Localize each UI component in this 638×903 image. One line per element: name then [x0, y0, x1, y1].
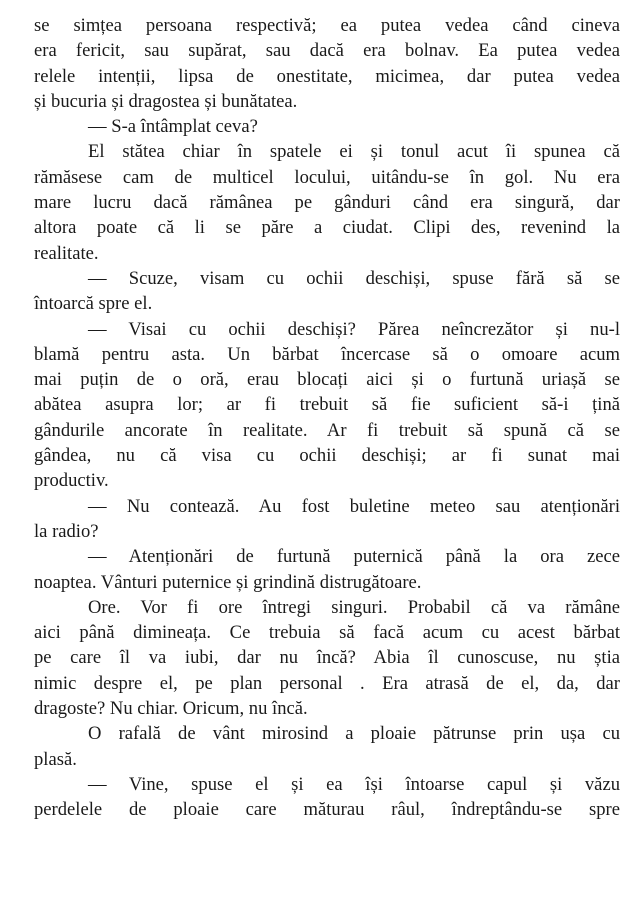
text-line: El stătea chiar în spatele ei și tonul acut îi spunea că	[88, 141, 620, 163]
text-line: la radio?	[34, 520, 99, 542]
text-line: O rafală de vânt mirosind a ploaie pătrunse prin ușa cu	[88, 723, 620, 745]
text-line: — Visai cu ochii deschiși? Părea neîncrezător și nu-l	[88, 318, 620, 340]
text-line: gândurile ancorate în realitate. Ar fi trebuit să spună că se	[34, 419, 620, 441]
text-line: pe care îl va iubi, dar nu încă? Abia îl cunoscuse, nu știa	[34, 647, 620, 669]
text-line: — Nu contează. Au fost buletine meteo sau atenționări	[88, 495, 620, 517]
text-line: abătea asupra lor; ar fi trebuit să fie suficient să-i țină	[34, 394, 620, 416]
document-page	[34, 13, 620, 823]
text-line: perdelele de ploaie care măturau râul, îndreptându-se spre	[34, 799, 620, 821]
text-line: relele intenții, lipsa de onestitate, micimea, dar putea vedea	[34, 65, 620, 87]
text-line: plasă.	[34, 748, 77, 770]
text-line: aici până dimineața. Ce trebuia să facă acum cu acest bărbat	[34, 622, 620, 644]
text-line: — Vine, spuse el și ea își întoarse capul și văzu	[88, 773, 620, 795]
text-line: realitate.	[34, 242, 99, 264]
text-line: dragoste? Nu chiar. Oricum, nu încă.	[34, 698, 308, 720]
text-line: productiv.	[34, 470, 109, 492]
text-line: și bucuria și dragostea și bunătatea.	[34, 90, 298, 112]
text-line: era fericit, sau supărat, sau dacă era bolnav. Ea putea vedea	[34, 40, 620, 62]
text-line: nimic despre el, pe plan personal . Era atrasă de el, da, dar	[34, 672, 620, 694]
text-line: mare lucru dacă rămânea pe gânduri când era singură, dar	[34, 192, 620, 214]
text-line: — Atenționări de furtună puternică până la ora zece	[88, 546, 620, 568]
text-line: mai puțin de o oră, erau blocați aici și o furtună uriașă se	[34, 369, 620, 391]
text-line: Ore. Vor fi ore întregi singuri. Probabil că va rămâne	[88, 596, 620, 618]
text-line: altora poate că li se păre a ciudat. Clipi des, revenind la	[34, 217, 620, 239]
text-line: — S-a întâmplat ceva?	[88, 116, 258, 138]
text-line: rămăsese cam de multicel locului, uitându-se în gol. Nu era	[34, 166, 620, 188]
text-line: gândea, nu că visa cu ochii deschiși; ar fi sunat mai	[34, 445, 620, 467]
text-line: noaptea. Vânturi puternice și grindină distrugătoare.	[34, 571, 422, 593]
text-line: blamă pentru asta. Un bărbat încercase să o omoare acum	[34, 343, 620, 365]
text-line: întoarcă spre el.	[34, 293, 153, 315]
text-line: — Scuze, visam cu ochii deschiși, spuse fără să se	[88, 267, 620, 289]
text-line: se simțea persoana respectivă; ea putea vedea când cineva	[34, 15, 620, 36]
